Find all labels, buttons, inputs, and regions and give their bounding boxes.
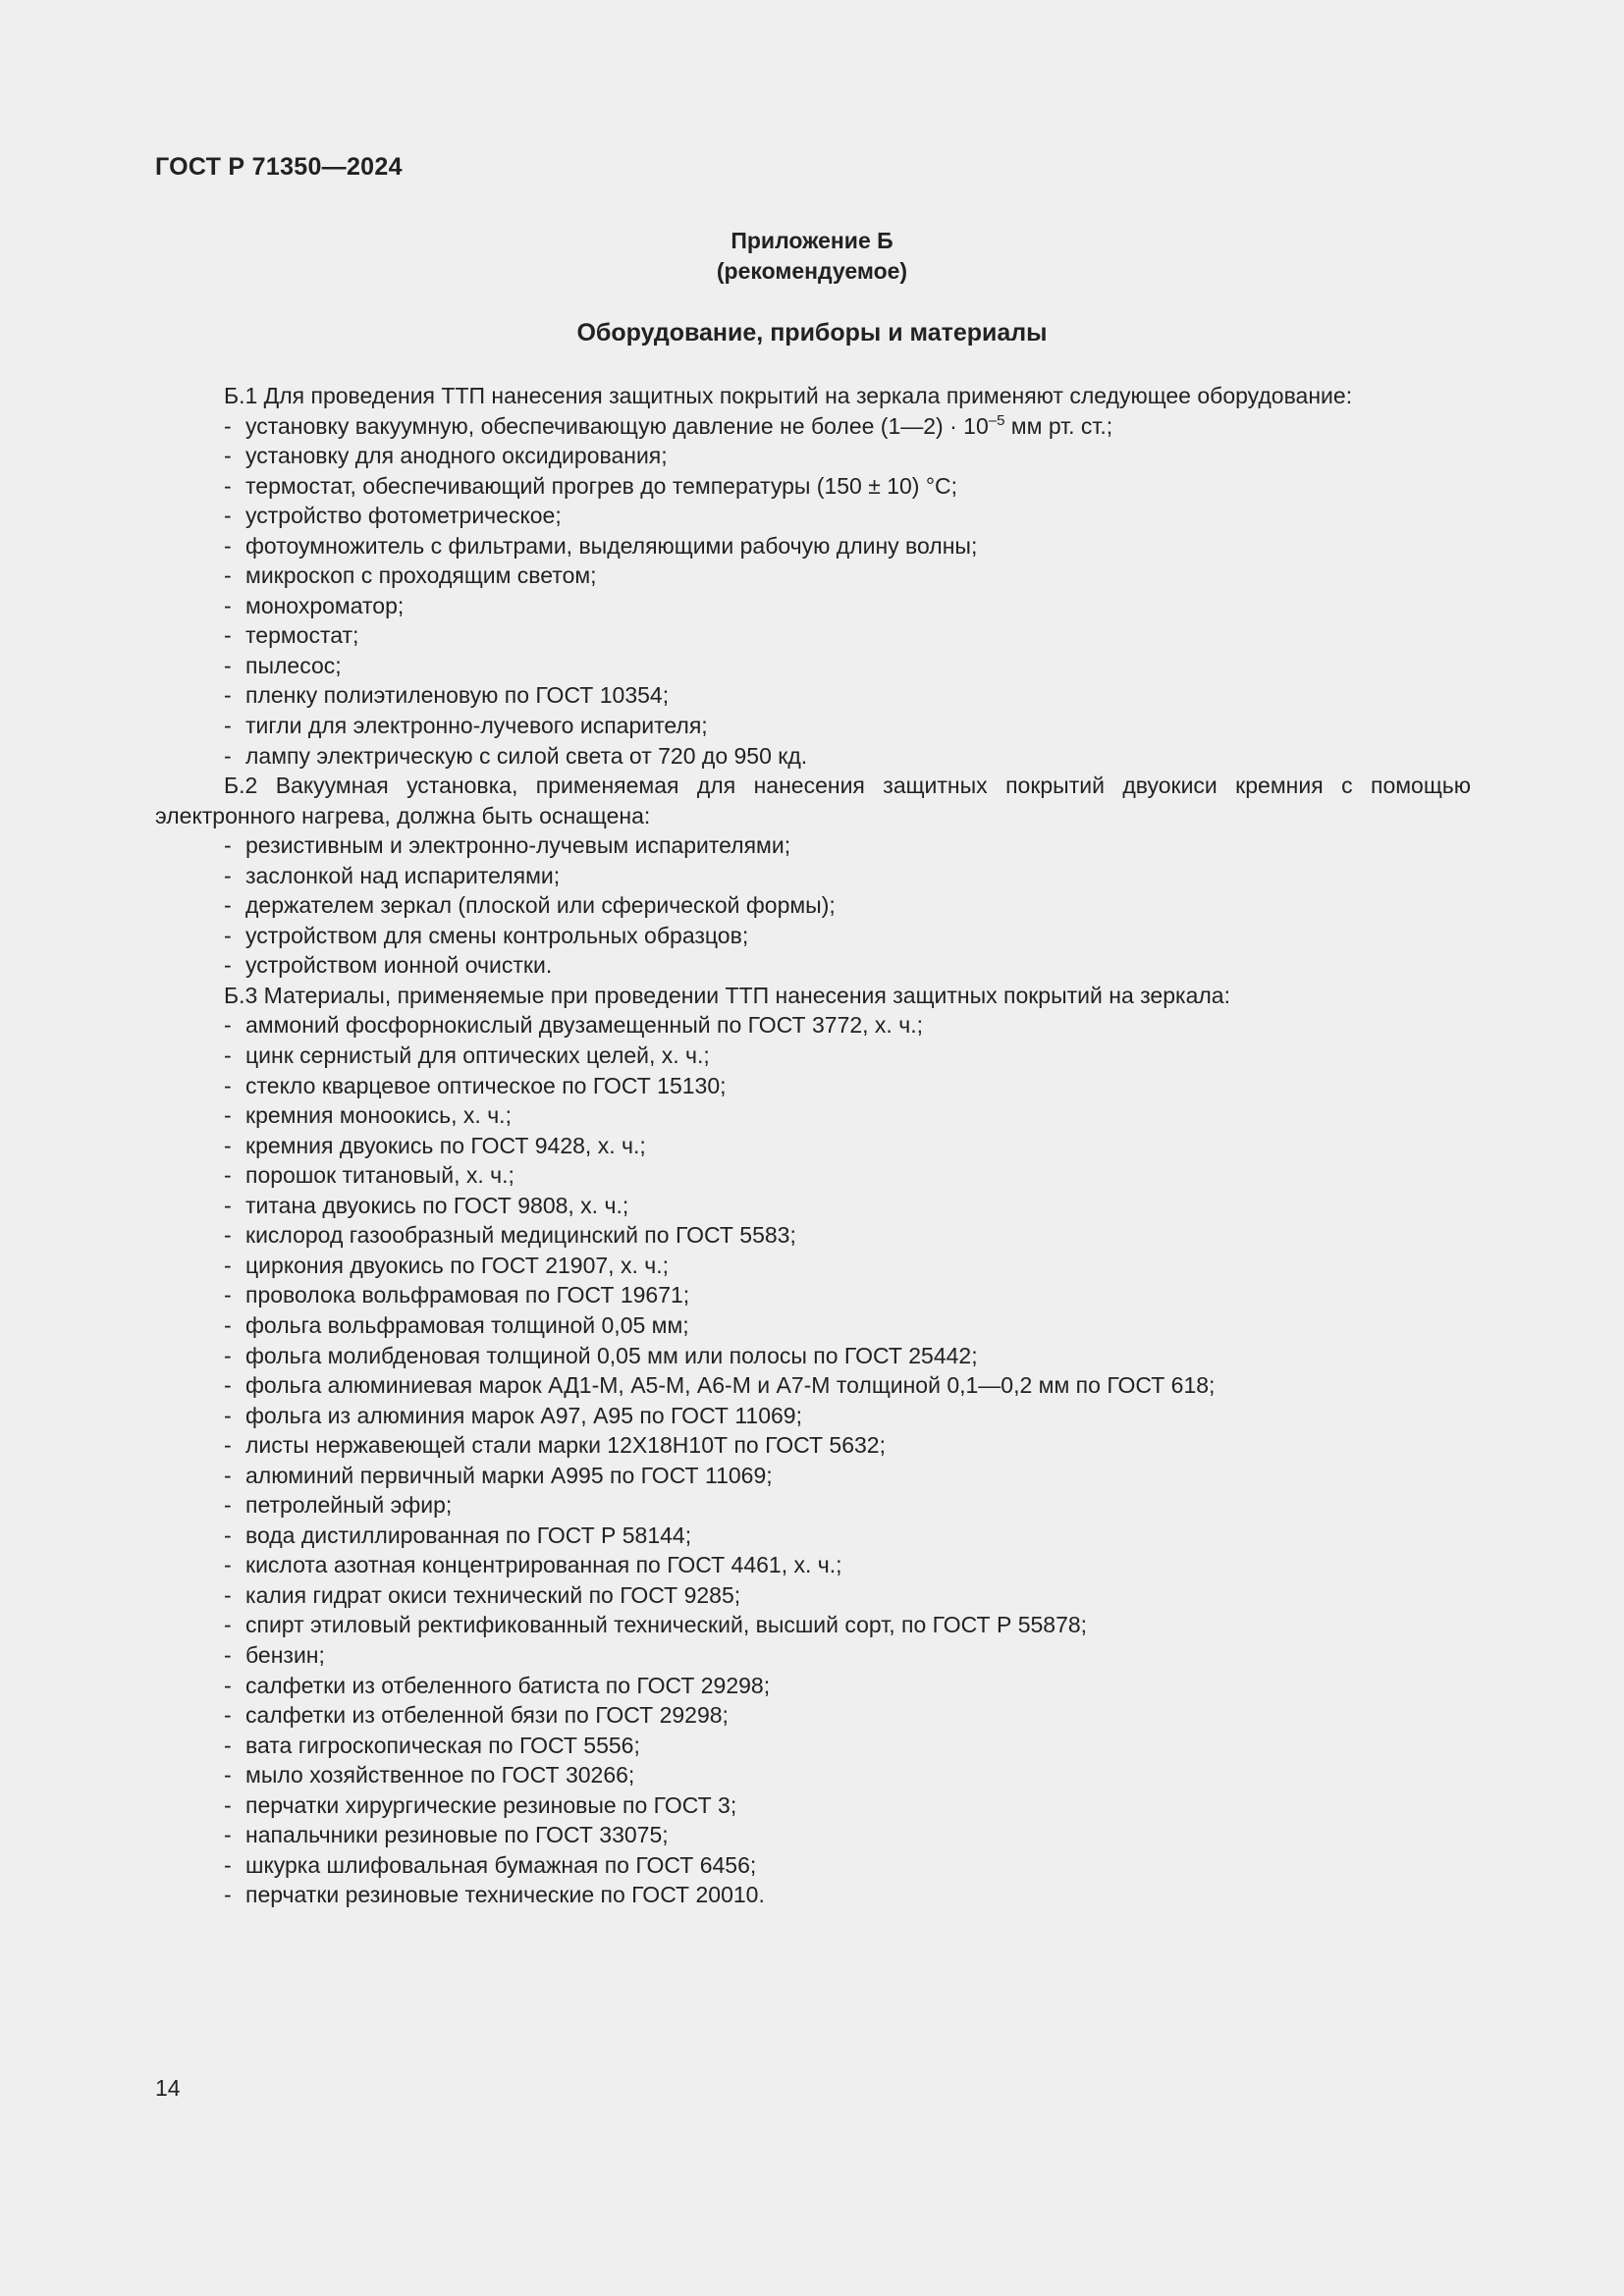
item-text: монохроматор; — [245, 592, 405, 618]
list-dash: - — [224, 1762, 232, 1789]
item-text: устройством ионной очистки. — [245, 952, 553, 979]
list-dash: - — [224, 622, 232, 649]
item-text: порошок титановый, х. ч.; — [245, 1162, 514, 1189]
item-text: фотоумножитель с фильтрами, выделяющими рабочую длину волны; — [245, 532, 978, 559]
list-dash: - — [224, 1192, 232, 1218]
list-item — [155, 501, 1471, 531]
list-item — [155, 1760, 1471, 1790]
list-dash: - — [224, 952, 232, 979]
list-dash: - — [224, 412, 232, 439]
list-dash: - — [224, 1072, 232, 1098]
list-dash: - — [224, 742, 232, 769]
item-text: микроскоп с проходящим светом; — [245, 562, 597, 589]
list-dash: - — [224, 1552, 232, 1578]
list-item — [155, 921, 1471, 951]
list-dash: - — [224, 1222, 232, 1249]
list-dash: - — [224, 1282, 232, 1308]
list-dash: - — [224, 1342, 232, 1368]
list-dash: - — [224, 1581, 232, 1608]
list-item — [155, 861, 1471, 891]
item-text: вода дистиллированная по ГОСТ Р 58144; — [245, 1522, 692, 1548]
list-item — [155, 1790, 1471, 1821]
list-dash: - — [224, 562, 232, 589]
list-item — [155, 1280, 1471, 1310]
list-dash: - — [224, 1162, 232, 1189]
item-text: проволока вольфрамовая по ГОСТ 19671; — [245, 1282, 690, 1308]
list-item — [155, 1131, 1471, 1161]
list-item — [155, 471, 1471, 502]
list-item — [155, 1341, 1471, 1371]
list-item — [155, 1251, 1471, 1281]
item-text: фольга из алюминия марок А97, А95 по ГОСТ 11069; — [245, 1402, 802, 1428]
section-b1-intro: Б.1 Для проведения ТТП нанесения защитных покрытий на зеркала применяют следующее оборудование: — [224, 383, 1353, 408]
list-dash: - — [224, 832, 232, 859]
exponent: –5 — [988, 411, 1005, 429]
list-item — [155, 620, 1471, 651]
item-text: перчатки резиновые технические по ГОСТ 20010. — [245, 1882, 765, 1908]
list-item — [155, 441, 1471, 471]
list-dash: - — [224, 1402, 232, 1428]
list-dash: - — [224, 1702, 232, 1729]
item-text: термостат, обеспечивающий прогрев до температуры (150 ± 10) °С; — [245, 472, 958, 499]
item-text: спирт этиловый ректификованный технический, высший сорт, по ГОСТ Р 55878; — [245, 1612, 1088, 1638]
list-item — [155, 1071, 1471, 1101]
item-text: мыло хозяйственное по ГОСТ 30266; — [245, 1762, 635, 1789]
item-text: термостат; — [245, 622, 359, 649]
item-text: бензин; — [245, 1641, 325, 1668]
item-text: держателем зеркал (плоской или сферической формы); — [245, 892, 836, 919]
vacuum-equipment-list — [155, 830, 1471, 981]
item-text: кремния моноокись, х. ч.; — [245, 1102, 512, 1129]
list-item — [155, 591, 1471, 621]
item-text: перчатки хирургические резиновые по ГОСТ 3; — [245, 1791, 737, 1818]
item-text: аммоний фосфорнокислый двузамещенный по ГОСТ 3772, х. ч.; — [245, 1012, 923, 1039]
item-text: кислород газообразный медицинский по ГОСТ 5583; — [245, 1222, 796, 1249]
list-item — [155, 890, 1471, 921]
item-text: кремния двуокись по ГОСТ 9428, х. ч.; — [245, 1132, 646, 1158]
list-item — [155, 1370, 1471, 1401]
list-dash: - — [224, 1311, 232, 1338]
list-item — [155, 1671, 1471, 1701]
list-dash: - — [224, 1672, 232, 1698]
list-item — [155, 531, 1471, 561]
item-text: титана двуокись по ГОСТ 9808, х. ч.; — [245, 1192, 629, 1218]
list-item — [155, 1850, 1471, 1881]
item-text: листы нержавеющей стали марки 12Х18Н10Т по ГОСТ 5632; — [245, 1432, 886, 1459]
item-text: салфетки из отбеленной бязи по ГОСТ 29298; — [245, 1702, 729, 1729]
list-item — [155, 1100, 1471, 1131]
section-b2-intro: Б.2 Вакуумная установка, применяемая для нанесения защитных покрытий двуокиси кремния с помощью электронного нагрева, должна быть оснащена: — [155, 773, 1471, 828]
item-text: вата гигроскопическая по ГОСТ 5556; — [245, 1732, 640, 1758]
item-text: циркония двуокись по ГОСТ 21907, х. ч.; — [245, 1252, 670, 1278]
list-dash: - — [224, 652, 232, 678]
document-body — [155, 381, 1471, 1910]
list-item — [155, 1490, 1471, 1521]
list-item — [155, 651, 1471, 681]
list-item — [155, 1041, 1471, 1071]
appendix-heading: Оборудование, приборы и материалы — [576, 319, 1048, 347]
document-code: ГОСТ Р 71350—2024 — [155, 153, 403, 181]
list-dash: - — [224, 1791, 232, 1818]
list-dash: - — [224, 592, 232, 618]
item-text: установку вакуумную, обеспечивающую давление не более (1—2) · 10 — [245, 412, 989, 439]
list-dash: - — [224, 892, 232, 919]
list-item — [155, 1880, 1471, 1910]
list-item — [155, 1160, 1471, 1191]
item-text: пылесос; — [245, 652, 342, 678]
list-item — [155, 1640, 1471, 1671]
list-item — [155, 1191, 1471, 1221]
item-text: фольга алюминиевая марок АД1-М, А5-М, А6-М и А7-М толщиной 0,1—0,2 мм по ГОСТ 618; — [245, 1372, 1216, 1399]
list-item — [155, 1580, 1471, 1611]
list-dash: - — [224, 1492, 232, 1519]
item-text: заслонкой над испарителями; — [245, 862, 561, 888]
list-item — [155, 1521, 1471, 1551]
equipment-list — [155, 411, 1471, 772]
list-dash: - — [224, 1102, 232, 1129]
item-text: лампу электрическую с силой света от 720 до 950 кд. — [245, 742, 808, 769]
item-text: напальчники резиновые по ГОСТ 33075; — [245, 1822, 669, 1848]
list-item — [155, 680, 1471, 711]
list-item — [155, 1401, 1471, 1431]
list-dash: - — [224, 503, 232, 529]
item-text: стекло кварцевое оптическое по ГОСТ 15130; — [245, 1072, 727, 1098]
list-dash: - — [224, 1822, 232, 1848]
list-item — [155, 711, 1471, 741]
item-text: тигли для электронно-лучевого испарителя; — [245, 713, 708, 739]
item-text: пленку полиэтиленовую по ГОСТ 10354; — [245, 682, 670, 709]
item-text: кислота азотная концентрированная по ГОСТ 4461, х. ч.; — [245, 1552, 842, 1578]
list-dash: - — [224, 1882, 232, 1908]
list-item — [155, 1010, 1471, 1041]
list-item — [155, 1430, 1471, 1461]
list-item — [155, 1610, 1471, 1640]
list-dash: - — [224, 1522, 232, 1548]
list-dash: - — [224, 1732, 232, 1758]
item-text: устройство фотометрическое; — [245, 503, 562, 529]
list-dash: - — [224, 1462, 232, 1488]
list-dash: - — [224, 1372, 232, 1399]
list-dash: - — [224, 682, 232, 709]
list-item — [155, 830, 1471, 861]
list-dash: - — [224, 1612, 232, 1638]
list-dash: - — [224, 1132, 232, 1158]
list-dash: - — [224, 1432, 232, 1459]
list-dash: - — [224, 443, 232, 469]
list-item — [155, 411, 1471, 442]
page-number: 14 — [155, 2075, 181, 2101]
item-text: резистивным и электронно-лучевым испарителями; — [245, 832, 791, 859]
list-dash: - — [224, 1851, 232, 1878]
item-text: салфетки из отбеленного батиста по ГОСТ 29298; — [245, 1672, 771, 1698]
list-item — [155, 561, 1471, 591]
item-text-unit: мм рт. ст.; — [1004, 412, 1113, 439]
list-dash: - — [224, 472, 232, 499]
list-item — [155, 1220, 1471, 1251]
list-dash: - — [224, 1042, 232, 1069]
list-item — [155, 1731, 1471, 1761]
appendix-status: (рекомендуемое) — [716, 258, 908, 284]
appendix-title: Приложение Б — [731, 228, 893, 253]
list-item — [155, 1820, 1471, 1850]
list-item — [155, 1310, 1471, 1341]
list-dash: - — [224, 532, 232, 559]
list-item — [155, 950, 1471, 981]
list-dash: - — [224, 922, 232, 948]
item-text: фольга вольфрамовая толщиной 0,05 мм; — [245, 1311, 689, 1338]
materials-list — [155, 1010, 1471, 1909]
item-text: алюминий первичный марки А995 по ГОСТ 11069; — [245, 1462, 773, 1488]
item-text: калия гидрат окиси технический по ГОСТ 9285; — [245, 1581, 741, 1608]
list-dash: - — [224, 862, 232, 888]
list-dash: - — [224, 1252, 232, 1278]
list-item — [155, 1700, 1471, 1731]
list-dash: - — [224, 1641, 232, 1668]
list-item — [155, 1550, 1471, 1580]
list-dash: - — [224, 713, 232, 739]
list-item — [155, 741, 1471, 772]
item-text: цинк сернистый для оптических целей, х. ч.; — [245, 1042, 710, 1069]
item-text: устройством для смены контрольных образцов; — [245, 922, 749, 948]
section-b3-intro: Б.3 Материалы, применяемые при проведении ТТП нанесения защитных покрытий на зеркала: — [224, 982, 1230, 1008]
item-text: фольга молибденовая толщиной 0,05 мм или полосы по ГОСТ 25442; — [245, 1342, 978, 1368]
list-dash: - — [224, 1012, 232, 1039]
item-text: шкурка шлифовальная бумажная по ГОСТ 6456; — [245, 1851, 757, 1878]
item-text: установку для анодного оксидирования; — [245, 443, 668, 469]
list-item — [155, 1461, 1471, 1491]
item-text: петролейный эфир; — [245, 1492, 453, 1519]
